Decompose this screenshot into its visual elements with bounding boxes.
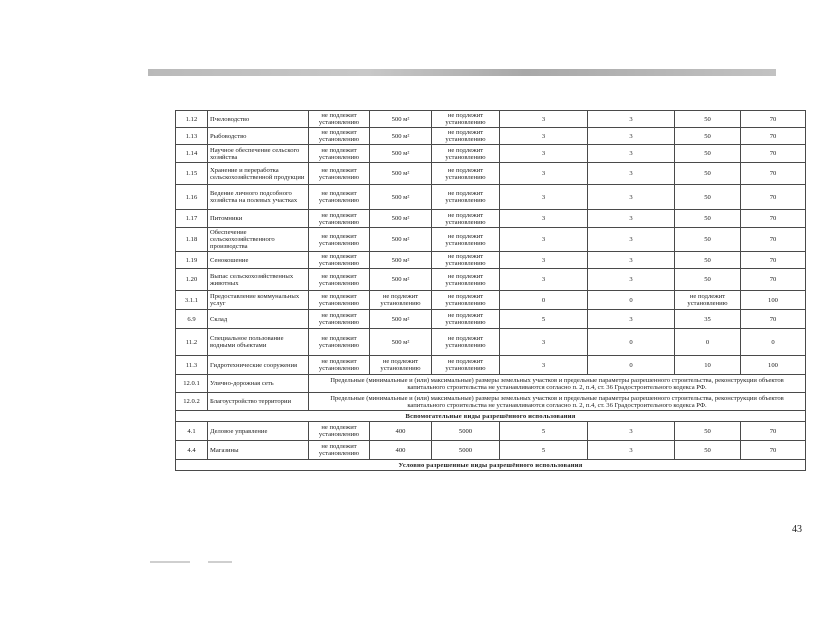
document-page xyxy=(175,110,805,512)
row-name: Питомники xyxy=(208,210,309,228)
setback-cell: 5 xyxy=(500,310,588,329)
coverage-cell: 0 xyxy=(741,329,806,356)
row-code: 1.17 xyxy=(176,210,208,228)
setback-cell: 3 xyxy=(500,329,588,356)
scan-artifact xyxy=(150,561,190,563)
height-cell: 50 xyxy=(675,252,741,269)
coverage-cell: 100 xyxy=(741,291,806,310)
min-size-cell: не подлежит установлению xyxy=(309,329,370,356)
max-area-cell: не подлежит установлению xyxy=(432,252,500,269)
setback-cell: 3 xyxy=(500,185,588,210)
row-name: Обеспечение сельскохозяйственного производства xyxy=(208,228,309,252)
setback-cell: 3 xyxy=(500,210,588,228)
row-code: 1.16 xyxy=(176,185,208,210)
merged-note: Предельные (минимальные и (или) максимальные) размеры земельных участков и предельные параметры разрешенного строительства, реконструкции объектов капитального строительства не устанавливаются согласно п. 2, п.4, ст. 36 Градостроительного кодекса РФ. xyxy=(309,375,806,393)
floors-cell: 3 xyxy=(588,185,675,210)
table-row-merged xyxy=(176,375,806,393)
floors-cell: 3 xyxy=(588,441,675,460)
coverage-cell: 70 xyxy=(741,210,806,228)
floors-cell: 3 xyxy=(588,210,675,228)
table-row xyxy=(176,228,806,252)
setback-cell: 3 xyxy=(500,128,588,145)
min-size-cell: не подлежит установлению xyxy=(309,210,370,228)
max-area-cell: не подлежит установлению xyxy=(432,291,500,310)
table-row xyxy=(176,356,806,375)
min-size-cell: не подлежит установлению xyxy=(309,185,370,210)
regulations-table xyxy=(175,110,806,471)
min-area-cell: 500 м² xyxy=(370,111,432,128)
max-area-cell: не подлежит установлению xyxy=(432,128,500,145)
table-body xyxy=(176,111,806,471)
row-name: Научное обеспечение сельского хозяйства xyxy=(208,145,309,163)
table-row xyxy=(176,163,806,185)
height-cell: 50 xyxy=(675,269,741,291)
min-area-cell: 400 xyxy=(370,422,432,441)
min-size-cell: не подлежит установлению xyxy=(309,111,370,128)
setback-cell: 3 xyxy=(500,356,588,375)
row-name: Специальное пользование водными объектами xyxy=(208,329,309,356)
setback-cell: 3 xyxy=(500,163,588,185)
min-size-cell: не подлежит установлению xyxy=(309,310,370,329)
height-cell: 50 xyxy=(675,185,741,210)
section-heading-conditional: Условно разрешенные виды разрешённого использования xyxy=(176,460,806,471)
coverage-cell: 70 xyxy=(741,185,806,210)
row-name: Гидротехнические сооружения xyxy=(208,356,309,375)
max-area-cell: не подлежит установлению xyxy=(432,163,500,185)
row-name: Хранение и переработка сельскохозяйственной продукции xyxy=(208,163,309,185)
floors-cell: 3 xyxy=(588,145,675,163)
height-cell: 50 xyxy=(675,111,741,128)
row-code: 1.14 xyxy=(176,145,208,163)
min-area-cell: 500 м² xyxy=(370,210,432,228)
height-cell: 50 xyxy=(675,441,741,460)
row-name: Ведение личного подсобного хозяйства на полевых участках xyxy=(208,185,309,210)
max-area-cell: 5000 xyxy=(432,441,500,460)
min-size-cell: не подлежит установлению xyxy=(309,128,370,145)
setback-cell: 5 xyxy=(500,441,588,460)
setback-cell: 3 xyxy=(500,228,588,252)
row-code: 1.20 xyxy=(176,269,208,291)
floors-cell: 3 xyxy=(588,269,675,291)
table-row xyxy=(176,128,806,145)
floors-cell: 0 xyxy=(588,356,675,375)
row-name: Склад xyxy=(208,310,309,329)
row-code: 6.9 xyxy=(176,310,208,329)
coverage-cell: 70 xyxy=(741,111,806,128)
table-row xyxy=(176,310,806,329)
min-size-cell: не подлежит установлению xyxy=(309,145,370,163)
min-area-cell: не подлежит установлению xyxy=(370,291,432,310)
floors-cell: 0 xyxy=(588,291,675,310)
row-name: Благоустройство территории xyxy=(208,393,309,411)
min-area-cell: 500 м² xyxy=(370,228,432,252)
scan-artifact xyxy=(208,561,232,563)
row-code: 4.1 xyxy=(176,422,208,441)
min-area-cell: 500 м² xyxy=(370,185,432,210)
height-cell: 35 xyxy=(675,310,741,329)
height-cell: 50 xyxy=(675,210,741,228)
height-cell: 50 xyxy=(675,228,741,252)
floors-cell: 3 xyxy=(588,252,675,269)
height-cell: 50 xyxy=(675,422,741,441)
row-code: 1.15 xyxy=(176,163,208,185)
min-size-cell: не подлежит установлению xyxy=(309,422,370,441)
coverage-cell: 70 xyxy=(741,441,806,460)
max-area-cell: не подлежит установлению xyxy=(432,210,500,228)
row-code: 11.2 xyxy=(176,329,208,356)
coverage-cell: 70 xyxy=(741,228,806,252)
min-area-cell: 500 м² xyxy=(370,145,432,163)
table-row xyxy=(176,329,806,356)
max-area-cell: не подлежит установлению xyxy=(432,310,500,329)
section-row xyxy=(176,411,806,422)
table-row xyxy=(176,441,806,460)
height-cell: 10 xyxy=(675,356,741,375)
max-area-cell: не подлежит установлению xyxy=(432,228,500,252)
min-size-cell: не подлежит установлению xyxy=(309,163,370,185)
row-name: Предоставление коммунальных услуг xyxy=(208,291,309,310)
min-size-cell: не подлежит установлению xyxy=(309,269,370,291)
row-code: 1.13 xyxy=(176,128,208,145)
max-area-cell: не подлежит установлению xyxy=(432,329,500,356)
setback-cell: 3 xyxy=(500,145,588,163)
table-row xyxy=(176,422,806,441)
table-row xyxy=(176,145,806,163)
row-name: Рыбоводство xyxy=(208,128,309,145)
floors-cell: 3 xyxy=(588,422,675,441)
max-area-cell: не подлежит установлению xyxy=(432,111,500,128)
max-area-cell: не подлежит установлению xyxy=(432,356,500,375)
row-name: Магазины xyxy=(208,441,309,460)
min-size-cell: не подлежит установлению xyxy=(309,228,370,252)
min-area-cell: 500 м² xyxy=(370,310,432,329)
floors-cell: 3 xyxy=(588,310,675,329)
min-area-cell: не подлежит установлению xyxy=(370,356,432,375)
min-size-cell: не подлежит установлению xyxy=(309,291,370,310)
min-area-cell: 400 xyxy=(370,441,432,460)
floors-cell: 3 xyxy=(588,128,675,145)
coverage-cell: 70 xyxy=(741,269,806,291)
coverage-cell: 100 xyxy=(741,356,806,375)
row-code: 12.0.2 xyxy=(176,393,208,411)
table-row-merged xyxy=(176,393,806,411)
height-cell: 50 xyxy=(675,128,741,145)
height-cell: 0 xyxy=(675,329,741,356)
coverage-cell: 70 xyxy=(741,422,806,441)
row-name: Пчеловодство xyxy=(208,111,309,128)
height-cell: 50 xyxy=(675,163,741,185)
setback-cell: 3 xyxy=(500,111,588,128)
setback-cell: 3 xyxy=(500,269,588,291)
min-area-cell: 500 м² xyxy=(370,128,432,145)
setback-cell: 0 xyxy=(500,291,588,310)
row-code: 1.18 xyxy=(176,228,208,252)
table-row xyxy=(176,185,806,210)
row-name: Деловое управление xyxy=(208,422,309,441)
floors-cell: 3 xyxy=(588,228,675,252)
row-code: 3.1.1 xyxy=(176,291,208,310)
floors-cell: 0 xyxy=(588,329,675,356)
coverage-cell: 70 xyxy=(741,145,806,163)
min-size-cell: не подлежит установлению xyxy=(309,252,370,269)
row-code: 12.0.1 xyxy=(176,375,208,393)
table-row xyxy=(176,291,806,310)
min-area-cell: 500 м² xyxy=(370,269,432,291)
coverage-cell: 70 xyxy=(741,163,806,185)
page-number: 43 xyxy=(792,524,802,535)
min-area-cell: 500 м² xyxy=(370,252,432,269)
min-size-cell: не подлежит установлению xyxy=(309,441,370,460)
merged-note: Предельные (минимальные и (или) максимальные) размеры земельных участков и предельные параметры разрешенного строительства, реконструкции объектов капитального строительства не устанавливаются согласно п. 2, п.4, ст. 36 Градостроительного кодекса РФ. xyxy=(309,393,806,411)
row-name: Улично-дорожная сеть xyxy=(208,375,309,393)
table-row xyxy=(176,111,806,128)
max-area-cell: 5000 xyxy=(432,422,500,441)
floors-cell: 3 xyxy=(588,163,675,185)
scan-header-bar xyxy=(148,69,776,76)
min-size-cell: не подлежит установлению xyxy=(309,356,370,375)
row-code: 1.19 xyxy=(176,252,208,269)
row-name: Сенокошение xyxy=(208,252,309,269)
height-cell: не подлежит установлению xyxy=(675,291,741,310)
row-code: 4.4 xyxy=(176,441,208,460)
min-area-cell: 500 м² xyxy=(370,163,432,185)
section-row xyxy=(176,460,806,471)
coverage-cell: 70 xyxy=(741,310,806,329)
setback-cell: 5 xyxy=(500,422,588,441)
height-cell: 50 xyxy=(675,145,741,163)
floors-cell: 3 xyxy=(588,111,675,128)
table-row xyxy=(176,252,806,269)
section-heading-auxiliary: Вспомогательные виды разрешённого использования xyxy=(176,411,806,422)
max-area-cell: не подлежит установлению xyxy=(432,269,500,291)
coverage-cell: 70 xyxy=(741,252,806,269)
row-name: Выпас сельскохозяйственных животных xyxy=(208,269,309,291)
row-code: 1.12 xyxy=(176,111,208,128)
coverage-cell: 70 xyxy=(741,128,806,145)
max-area-cell: не подлежит установлению xyxy=(432,145,500,163)
row-code: 11.3 xyxy=(176,356,208,375)
max-area-cell: не подлежит установлению xyxy=(432,185,500,210)
table-row xyxy=(176,269,806,291)
setback-cell: 3 xyxy=(500,252,588,269)
min-area-cell: 500 м² xyxy=(370,329,432,356)
table-row xyxy=(176,210,806,228)
